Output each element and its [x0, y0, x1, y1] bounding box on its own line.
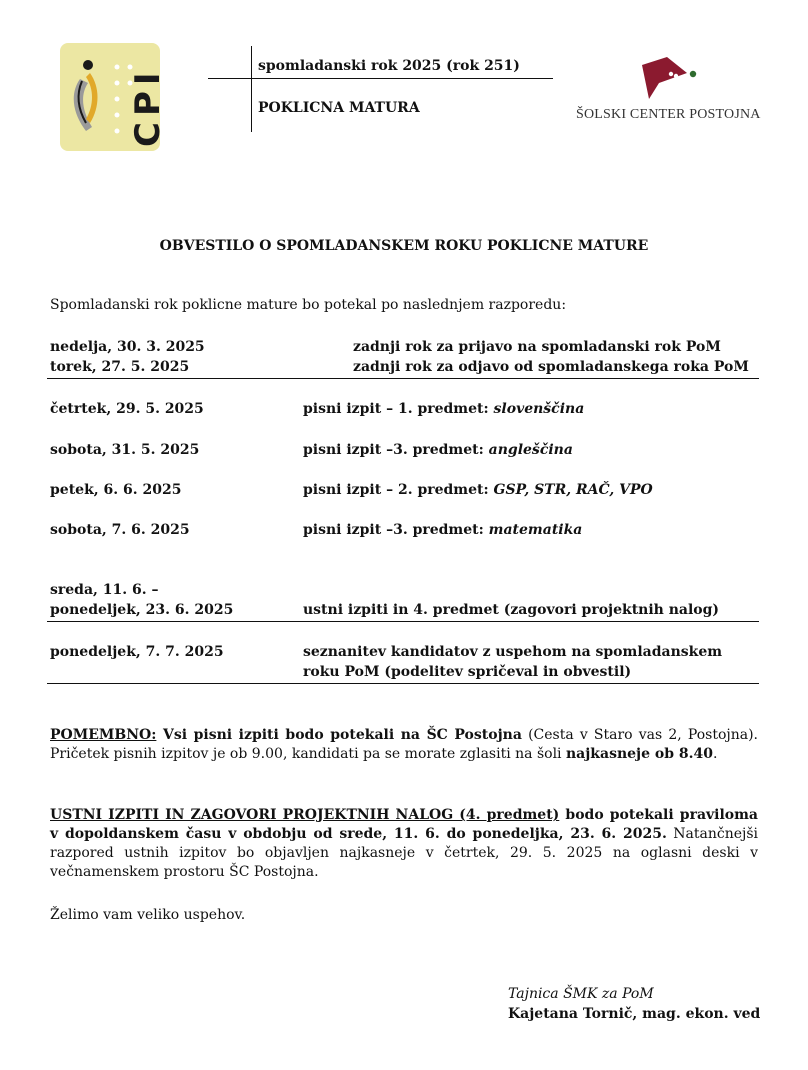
oral-date-end: ponedeljek, 23. 6. 2025 [50, 602, 234, 618]
important-normal-text: (Cesta v Staro vas 2, Postojna). Pričetek pisnih izpitov je ob 9.00, kandidati pa se morate zglasiti na šoli [50, 727, 758, 762]
sc-postojna-mark-icon [575, 55, 760, 105]
closing-text: Želimo vam veliko uspehov. [50, 907, 246, 923]
oral-date-start: sreda, 11. 6. – [50, 582, 159, 598]
exam-subject: angleščina [488, 442, 573, 458]
oral-notice-normal-text: Natančnejši razpored ustnih izpitov bo objavljen najkasneje v četrtek, 29. 5. 2025 na oglasni deski v večnamenskem prostoru ŠC Postojna. [50, 826, 758, 880]
results-date: ponedeljek, 7. 7. 2025 [50, 644, 224, 660]
deadline-date: nedelja, 30. 3. 2025 [50, 339, 205, 355]
exam-date: sobota, 7. 6. 2025 [50, 522, 190, 538]
oral-text: ustni izpiti in 4. predmet (zagovori projektnih nalog) [303, 602, 720, 618]
header-vertical-divider [251, 46, 252, 132]
intro-text: Spomladanski rok poklicne mature bo potekal po naslednjem razporedu: [50, 297, 567, 313]
exam-prefix: pisni izpit – 2. predmet: [303, 482, 494, 498]
important-end: . [712, 746, 718, 762]
deadline-date: torek, 27. 5. 2025 [50, 359, 190, 375]
exam-date: četrtek, 29. 5. 2025 [50, 401, 204, 417]
cpi-logo-text: CPI [128, 66, 168, 147]
exam-prefix: pisni izpit –3. predmet: [303, 442, 489, 458]
signature-role: Tajnica ŠMK za PoM [508, 986, 654, 1002]
divider [47, 378, 759, 379]
exam-description [303, 442, 573, 458]
exam-date: petek, 6. 6. 2025 [50, 482, 182, 498]
oral-notice-bold-text: bodo potekali praviloma v dopoldanskem času v obdobju od srede, 11. 6. do ponedeljka, 23. 6. 2025. [50, 807, 759, 842]
results-text-line1: seznanitev kandidatov z uspehom na spomladanskem [303, 644, 723, 660]
oral-notice-label: USTNI IZPITI IN ZAGOVORI PROJEKTNIH NALOG (4. predmet) [50, 807, 560, 823]
deadline-text: zadnji rok za odjavo od spomladanskega roka PoM [353, 359, 749, 375]
session-line: spomladanski rok 2025 (rok 251) [258, 58, 520, 74]
important-bold-end: najkasneje ob 8.40 [565, 746, 713, 762]
exam-subject: GSP, STR, RAČ, VPO [493, 482, 653, 498]
deadline-text: zadnji rok za prijavo na spomladanski rok PoM [353, 339, 721, 355]
results-text-line2: roku PoM (podelitev spričeval in obvestil) [303, 664, 632, 680]
important-label: POMEMBNO: [50, 727, 157, 743]
divider [47, 683, 759, 684]
exam-subject: matematika [488, 522, 583, 538]
divider [47, 621, 759, 622]
exam-description [303, 522, 582, 538]
sc-postojna-logo [575, 55, 760, 130]
exam-prefix: pisni izpit –3. predmet: [303, 522, 489, 538]
exam-description [303, 482, 653, 498]
important-notice [50, 726, 758, 764]
exam-date: sobota, 31. 5. 2025 [50, 442, 200, 458]
header-horizontal-divider [208, 78, 553, 79]
exam-line: POKLICNA MATURA [258, 100, 420, 116]
oral-notice [50, 806, 758, 882]
school-name: ŠOLSKI CENTER POSTOJNA [576, 107, 761, 122]
exam-subject: slovenščina [493, 401, 585, 417]
exam-description [303, 401, 584, 417]
important-bold-text: Vsi pisni izpiti bodo potekali na ŠC Postojna [156, 727, 522, 743]
page-title: OBVESTILO O SPOMLADANSKEM ROKU POKLICNE MATURE [159, 238, 649, 254]
exam-prefix: pisni izpit – 1. predmet: [303, 401, 494, 417]
cpi-logo [60, 43, 168, 151]
signature-name: Kajetana Tornič, mag. ekon. ved [508, 1006, 761, 1022]
